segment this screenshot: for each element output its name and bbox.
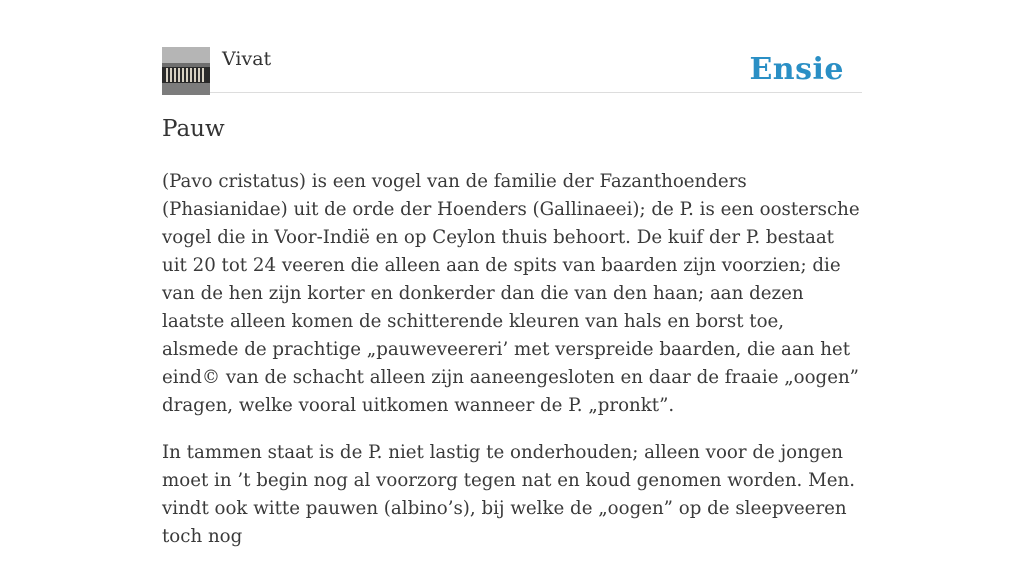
header <box>162 44 862 93</box>
brand-logo[interactable]: Ensie <box>749 52 844 87</box>
article-title: Pauw <box>162 116 225 142</box>
article-paragraph: (Pavo cristatus) is een vogel van de familie der Fazanthoenders (Phasianidae) uit de orde der Hoenders (Gallinaeei); de P. is een oostersche vogel die in Voor-Indië en op Ceylon thuis behoort. De kuif der P. bestaat uit 20 tot 24 veeren die alleen aan de spits van baarden zijn voorzien; die van de hen zijn korter en donkerder dan die van den haan; aan dezen laatste alleen komen de schitterende kleuren van hals en borst toe, alsmede de prachtige „pauweveereri’ met verspreide baarden, die aan het eind© van de schacht alleen zijn aaneengesloten en daar de fraaie „oogen” dragen, welke vooral uitkomen wanneer de P. „pronkt”. <box>162 171 860 416</box>
author-avatar[interactable] <box>162 47 210 95</box>
avatar-image <box>162 47 210 95</box>
article-body <box>162 168 862 570</box>
article-paragraph: In tammen staat is de P. niet lastig te onderhouden; alleen voor de jongen moet in ’t begin nog al voorzorg tegen nat en koud genomen worden. Men. vindt ook witte pauwen (albino’s), bij welke de „oogen” op de sleepveeren toch nog <box>162 442 855 547</box>
author-name[interactable]: Vivat <box>222 48 272 70</box>
